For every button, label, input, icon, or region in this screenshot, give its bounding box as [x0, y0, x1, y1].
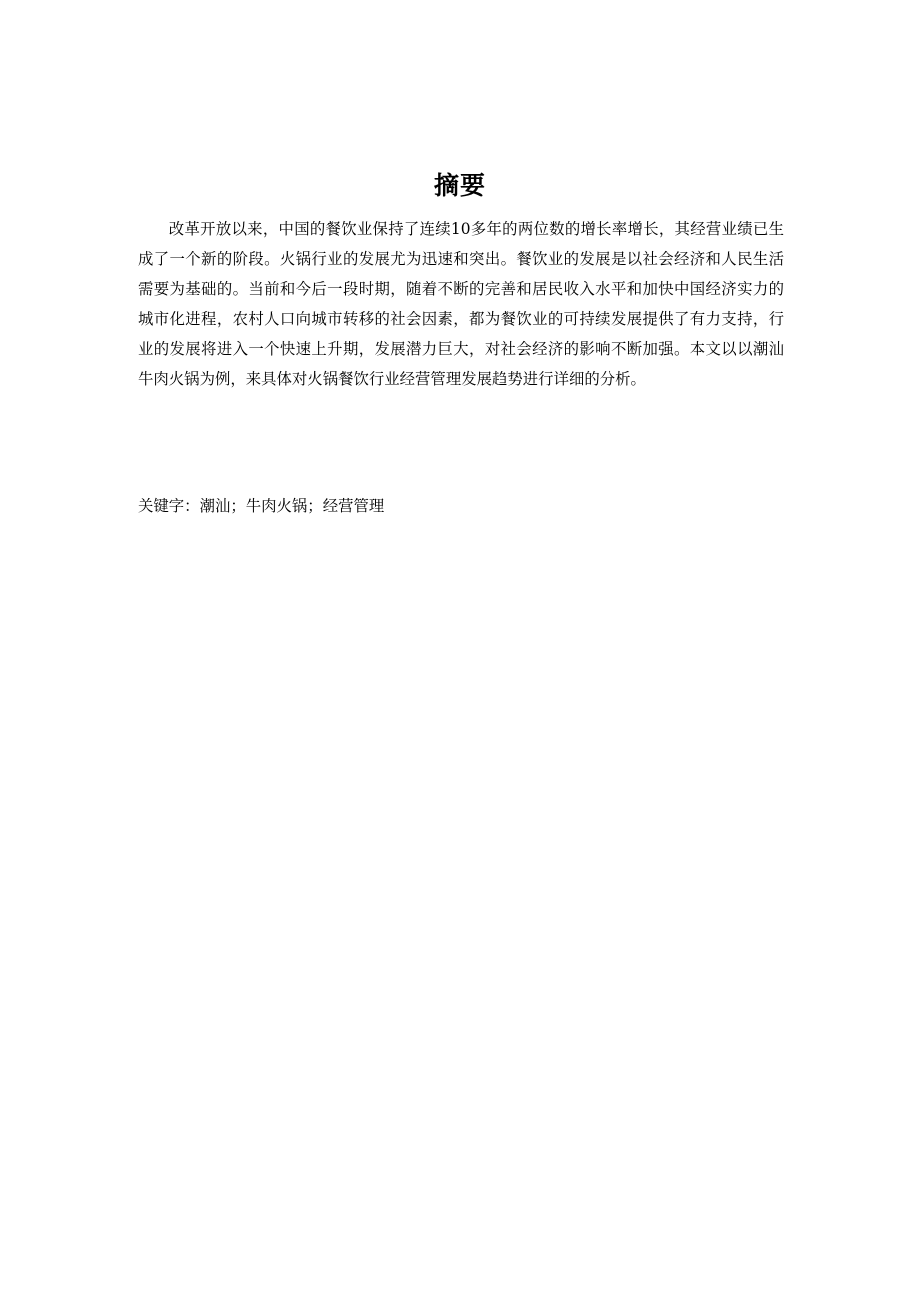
keywords-line: 关键字：潮汕；牛肉火锅；经营管理 [138, 497, 385, 515]
page-title: 摘要 [433, 171, 486, 200]
abstract-paragraph: 改革开放以来，中国的餐饮业保持了连续10多年的两位数的增长率增长，其经营业绩已生成了一个新的阶段。火锅行业的发展尤为迅速和突出。餐饮业的发展是以社会经济和人民生活需要为基础的。当前和今后一段时期，随着不断的完善和居民收入水平和加快中国经济实力的城市化进程，农村人口向城市转移的社会因素，都为餐饮业的可持续发展提供了有力支持，行业的发展将进入一个快速上升期，发展潜力巨大，对社会经济的影响不断加强。本文以以潮汕牛肉火锅为例，来具体对火锅餐饮行业经营管理发展趋势进行详细的分析。 [138, 220, 784, 388]
